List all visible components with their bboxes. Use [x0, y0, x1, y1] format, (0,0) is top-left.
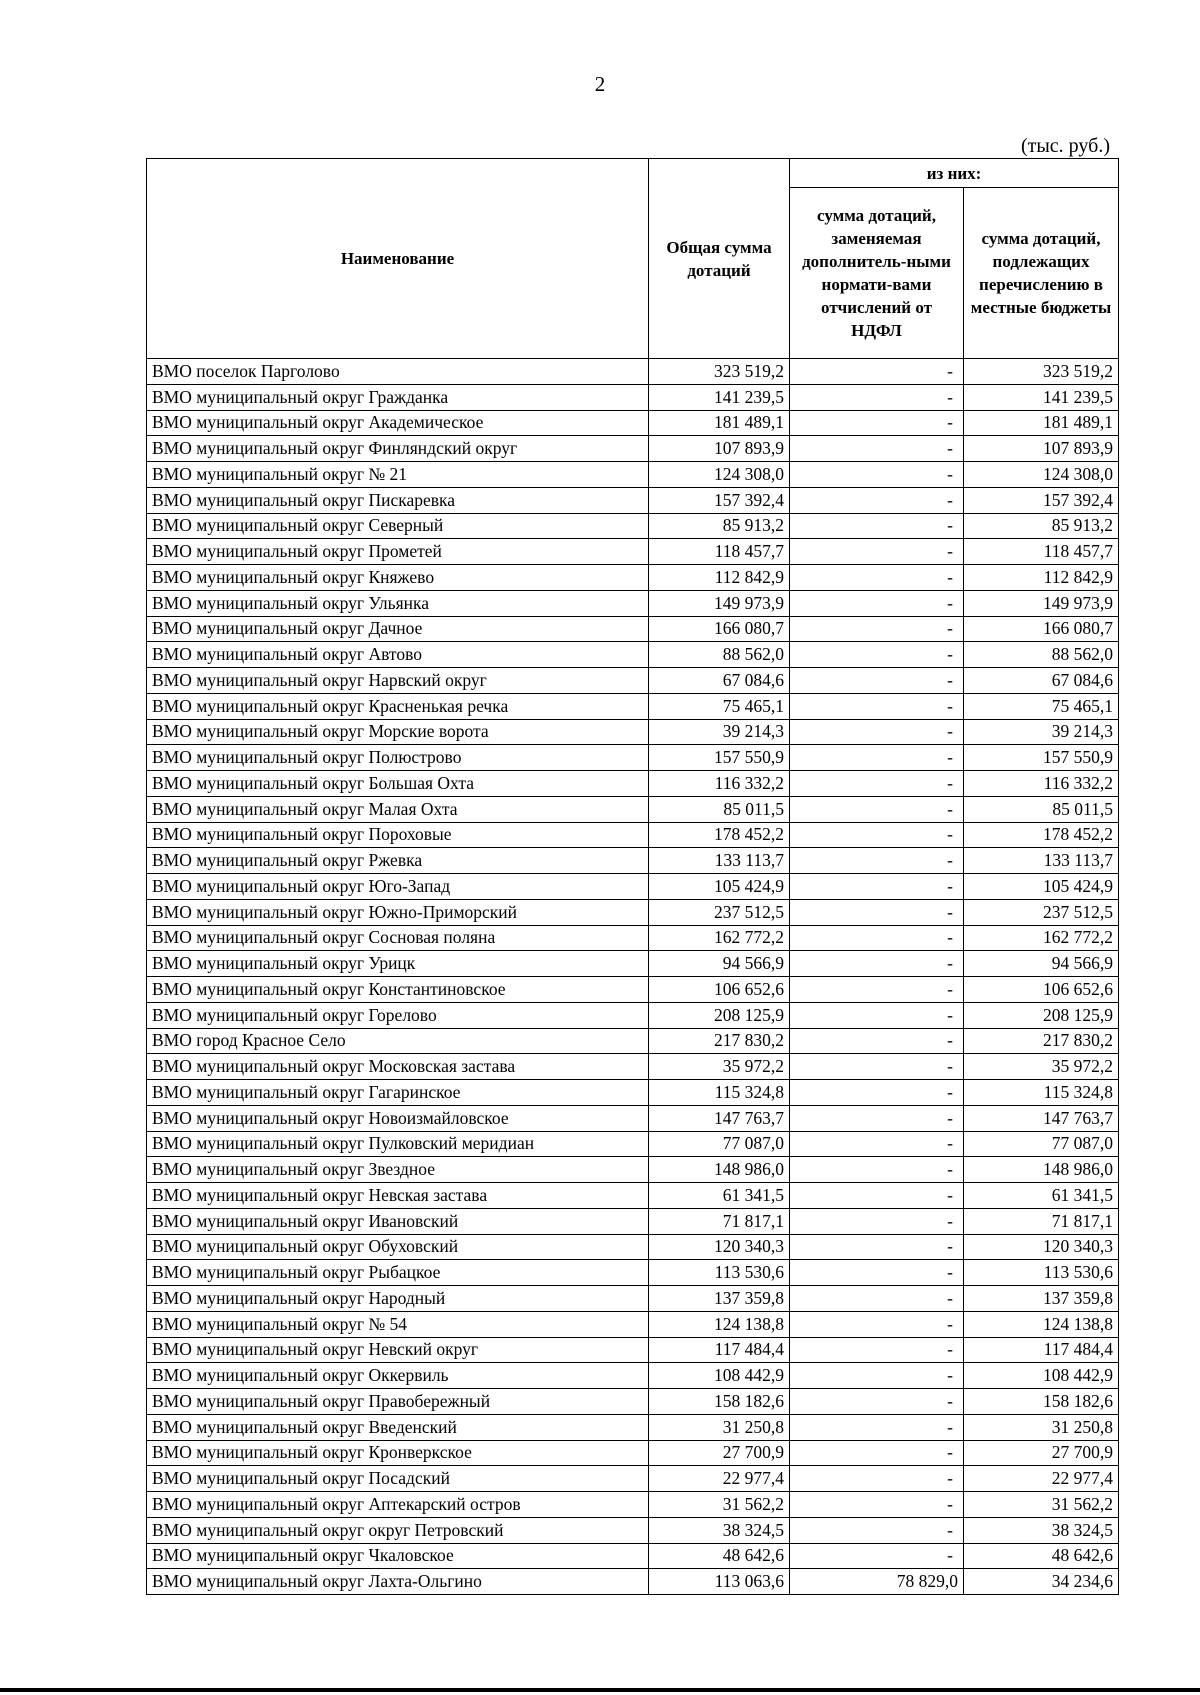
cell-total: 94 566,9	[649, 951, 790, 977]
table-row	[147, 899, 1119, 925]
cell-transfer: 157 550,9	[964, 745, 1119, 771]
cell-transfer: 85 913,2	[964, 513, 1119, 539]
cell-total: 113 530,6	[649, 1260, 790, 1286]
cell-total: 67 084,6	[649, 668, 790, 694]
cell-replaced: -	[790, 1234, 964, 1260]
cell-name: ВМО муниципальный округ № 54	[147, 1311, 649, 1337]
cell-replaced: -	[790, 513, 964, 539]
cell-total: 181 489,1	[649, 410, 790, 436]
cell-name: ВМО муниципальный округ Новоизмайловское	[147, 1105, 649, 1131]
cell-name: ВМО муниципальный округ Красненькая речка	[147, 693, 649, 719]
cell-replaced: -	[790, 1286, 964, 1312]
cell-replaced: -	[790, 848, 964, 874]
cell-transfer: 124 308,0	[964, 462, 1119, 488]
cell-total: 61 341,5	[649, 1183, 790, 1209]
table-row	[147, 1311, 1119, 1337]
cell-name: ВМО муниципальный округ Оккервиль	[147, 1363, 649, 1389]
cell-total: 133 113,7	[649, 848, 790, 874]
cell-replaced: -	[790, 874, 964, 900]
cell-transfer: 108 442,9	[964, 1363, 1119, 1389]
cell-transfer: 88 562,0	[964, 642, 1119, 668]
cell-name: ВМО муниципальный округ Правобережный	[147, 1389, 649, 1415]
bottom-rule	[0, 1688, 1200, 1692]
cell-total: 117 484,4	[649, 1337, 790, 1363]
cell-transfer: 120 340,3	[964, 1234, 1119, 1260]
cell-name: ВМО муниципальный округ Посадский	[147, 1466, 649, 1492]
cell-total: 107 893,9	[649, 436, 790, 462]
cell-total: 108 442,9	[649, 1363, 790, 1389]
cell-name: ВМО муниципальный округ Звездное	[147, 1157, 649, 1183]
cell-transfer: 94 566,9	[964, 951, 1119, 977]
cell-name: ВМО муниципальный округ округ Петровский	[147, 1517, 649, 1543]
cell-total: 157 392,4	[649, 487, 790, 513]
cell-transfer: 208 125,9	[964, 1002, 1119, 1028]
cell-replaced: -	[790, 1363, 964, 1389]
cell-name: ВМО муниципальный округ Введенский	[147, 1414, 649, 1440]
cell-replaced: -	[790, 1260, 964, 1286]
table-row	[147, 462, 1119, 488]
cell-replaced: -	[790, 1054, 964, 1080]
cell-name: ВМО муниципальный округ Дачное	[147, 616, 649, 642]
table-row	[147, 1105, 1119, 1131]
cell-replaced: -	[790, 1311, 964, 1337]
cell-transfer: 237 512,5	[964, 899, 1119, 925]
cell-total: 48 642,6	[649, 1543, 790, 1569]
cell-transfer: 158 182,6	[964, 1389, 1119, 1415]
cell-total: 237 512,5	[649, 899, 790, 925]
cell-name: ВМО муниципальный округ Нарвский округ	[147, 668, 649, 694]
table-row	[147, 384, 1119, 410]
cell-replaced: -	[790, 796, 964, 822]
cell-replaced: -	[790, 693, 964, 719]
table-row	[147, 410, 1119, 436]
cell-transfer: 166 080,7	[964, 616, 1119, 642]
cell-name: ВМО муниципальный округ Прометей	[147, 539, 649, 565]
cell-transfer: 147 763,7	[964, 1105, 1119, 1131]
cell-total: 22 977,4	[649, 1466, 790, 1492]
table-row	[147, 513, 1119, 539]
cell-replaced: -	[790, 745, 964, 771]
cell-replaced: -	[790, 771, 964, 797]
cell-total: 208 125,9	[649, 1002, 790, 1028]
table-row	[147, 874, 1119, 900]
cell-total: 88 562,0	[649, 642, 790, 668]
cell-total: 105 424,9	[649, 874, 790, 900]
cell-transfer: 149 973,9	[964, 590, 1119, 616]
cell-transfer: 157 392,4	[964, 487, 1119, 513]
table-row	[147, 1286, 1119, 1312]
cell-transfer: 71 817,1	[964, 1208, 1119, 1234]
table-row	[147, 1543, 1119, 1569]
cell-replaced: -	[790, 616, 964, 642]
cell-name: ВМО муниципальный округ Обуховский	[147, 1234, 649, 1260]
cell-replaced: -	[790, 590, 964, 616]
cell-replaced: -	[790, 1389, 964, 1415]
table-row	[147, 616, 1119, 642]
cell-transfer: 112 842,9	[964, 565, 1119, 591]
cell-replaced: -	[790, 1414, 964, 1440]
table-header	[147, 159, 1119, 359]
cell-replaced: -	[790, 668, 964, 694]
cell-total: 217 830,2	[649, 1028, 790, 1054]
table-row	[147, 796, 1119, 822]
table-row	[147, 1517, 1119, 1543]
cell-name: ВМО муниципальный округ Сосновая поляна	[147, 925, 649, 951]
cell-replaced: -	[790, 1028, 964, 1054]
table-row	[147, 1208, 1119, 1234]
cell-replaced: -	[790, 1080, 964, 1106]
cell-name: ВМО муниципальный округ № 21	[147, 462, 649, 488]
cell-transfer: 34 234,6	[964, 1569, 1119, 1595]
table-row	[147, 1157, 1119, 1183]
cell-total: 147 763,7	[649, 1105, 790, 1131]
cell-name: ВМО муниципальный округ Морские ворота	[147, 719, 649, 745]
header-replaced: сумма дотаций, заменяемая дополнитель-ными нормати-вами отчислений от НДФЛ	[790, 188, 964, 359]
cell-transfer: 75 465,1	[964, 693, 1119, 719]
cell-replaced: -	[790, 1002, 964, 1028]
cell-replaced: -	[790, 1543, 964, 1569]
cell-total: 85 913,2	[649, 513, 790, 539]
page-number: 2	[594, 72, 606, 96]
cell-total: 27 700,9	[649, 1440, 790, 1466]
cell-name: ВМО муниципальный округ Московская застава	[147, 1054, 649, 1080]
cell-replaced: -	[790, 951, 964, 977]
cell-name: ВМО муниципальный округ Пискаревка	[147, 487, 649, 513]
cell-name: ВМО муниципальный округ Аптекарский остров	[147, 1492, 649, 1518]
cell-name: ВМО поселок Парголово	[147, 359, 649, 385]
cell-transfer: 181 489,1	[964, 410, 1119, 436]
cell-replaced: -	[790, 410, 964, 436]
table-row	[147, 1492, 1119, 1518]
cell-replaced: -	[790, 719, 964, 745]
units-label: (тыс. руб.)	[1020, 135, 1110, 157]
cell-replaced: -	[790, 384, 964, 410]
table-row	[147, 359, 1119, 385]
cell-transfer: 105 424,9	[964, 874, 1119, 900]
table-row	[147, 590, 1119, 616]
cell-replaced: -	[790, 1466, 964, 1492]
cell-total: 124 138,8	[649, 1311, 790, 1337]
cell-name: ВМО муниципальный округ Академическое	[147, 410, 649, 436]
cell-transfer: 39 214,3	[964, 719, 1119, 745]
cell-replaced: -	[790, 539, 964, 565]
cell-transfer: 137 359,8	[964, 1286, 1119, 1312]
cell-total: 178 452,2	[649, 822, 790, 848]
table-row	[147, 1389, 1119, 1415]
cell-total: 38 324,5	[649, 1517, 790, 1543]
cell-replaced: -	[790, 1208, 964, 1234]
cell-transfer: 27 700,9	[964, 1440, 1119, 1466]
cell-name: ВМО город Красное Село	[147, 1028, 649, 1054]
table-row	[147, 539, 1119, 565]
header-of-which: из них:	[790, 159, 1119, 188]
cell-name: ВМО муниципальный округ Горелово	[147, 1002, 649, 1028]
cell-replaced: -	[790, 1131, 964, 1157]
cell-name: ВМО муниципальный округ Полюстрово	[147, 745, 649, 771]
cell-total: 124 308,0	[649, 462, 790, 488]
cell-name: ВМО муниципальный округ Невская застава	[147, 1183, 649, 1209]
table-row	[147, 565, 1119, 591]
cell-replaced: -	[790, 822, 964, 848]
cell-replaced: -	[790, 1337, 964, 1363]
cell-name: ВМО муниципальный округ Ивановский	[147, 1208, 649, 1234]
cell-replaced: -	[790, 565, 964, 591]
cell-replaced: -	[790, 1517, 964, 1543]
table-body	[147, 359, 1119, 1595]
cell-transfer: 35 972,2	[964, 1054, 1119, 1080]
table-row	[147, 848, 1119, 874]
cell-replaced: -	[790, 1157, 964, 1183]
cell-name: ВМО муниципальный округ Чкаловское	[147, 1543, 649, 1569]
table-row	[147, 745, 1119, 771]
cell-transfer: 124 138,8	[964, 1311, 1119, 1337]
cell-replaced: -	[790, 925, 964, 951]
cell-name: ВМО муниципальный округ Лахта-Ольгино	[147, 1569, 649, 1595]
cell-replaced: -	[790, 1105, 964, 1131]
cell-name: ВМО муниципальный округ Малая Охта	[147, 796, 649, 822]
cell-transfer: 162 772,2	[964, 925, 1119, 951]
table-row	[147, 436, 1119, 462]
cell-transfer: 107 893,9	[964, 436, 1119, 462]
table-row	[147, 977, 1119, 1003]
table-row	[147, 719, 1119, 745]
cell-name: ВМО муниципальный округ Урицк	[147, 951, 649, 977]
cell-total: 106 652,6	[649, 977, 790, 1003]
table-row	[147, 951, 1119, 977]
cell-transfer: 178 452,2	[964, 822, 1119, 848]
cell-replaced: -	[790, 899, 964, 925]
cell-total: 31 562,2	[649, 1492, 790, 1518]
cell-name: ВМО муниципальный округ Юго-Запад	[147, 874, 649, 900]
cell-name: ВМО муниципальный округ Ржевка	[147, 848, 649, 874]
cell-transfer: 115 324,8	[964, 1080, 1119, 1106]
cell-total: 112 842,9	[649, 565, 790, 591]
cell-transfer: 61 341,5	[964, 1183, 1119, 1209]
cell-transfer: 67 084,6	[964, 668, 1119, 694]
table-row	[147, 1234, 1119, 1260]
cell-name: ВМО муниципальный округ Народный	[147, 1286, 649, 1312]
cell-replaced: -	[790, 642, 964, 668]
cell-transfer: 48 642,6	[964, 1543, 1119, 1569]
cell-name: ВМО муниципальный округ Автово	[147, 642, 649, 668]
cell-name: ВМО муниципальный округ Гражданка	[147, 384, 649, 410]
cell-name: ВМО муниципальный округ Финляндский округ	[147, 436, 649, 462]
header-total: Общая сумма дотаций	[649, 159, 790, 359]
cell-replaced: -	[790, 487, 964, 513]
subsidies-table	[146, 158, 1119, 1595]
cell-transfer: 141 239,5	[964, 384, 1119, 410]
cell-transfer: 148 986,0	[964, 1157, 1119, 1183]
cell-transfer: 106 652,6	[964, 977, 1119, 1003]
cell-total: 162 772,2	[649, 925, 790, 951]
cell-total: 113 063,6	[649, 1569, 790, 1595]
cell-transfer: 22 977,4	[964, 1466, 1119, 1492]
cell-total: 323 519,2	[649, 359, 790, 385]
table-row	[147, 1131, 1119, 1157]
cell-total: 148 986,0	[649, 1157, 790, 1183]
cell-transfer: 117 484,4	[964, 1337, 1119, 1363]
table-row	[147, 487, 1119, 513]
table-row	[147, 642, 1119, 668]
cell-total: 166 080,7	[649, 616, 790, 642]
cell-name: ВМО муниципальный округ Пороховые	[147, 822, 649, 848]
cell-total: 71 817,1	[649, 1208, 790, 1234]
cell-transfer: 31 250,8	[964, 1414, 1119, 1440]
table-row	[147, 925, 1119, 951]
cell-total: 149 973,9	[649, 590, 790, 616]
table-row	[147, 1569, 1119, 1595]
cell-transfer: 113 530,6	[964, 1260, 1119, 1286]
cell-total: 75 465,1	[649, 693, 790, 719]
table-row	[147, 1028, 1119, 1054]
cell-transfer: 133 113,7	[964, 848, 1119, 874]
cell-replaced: -	[790, 1183, 964, 1209]
cell-total: 120 340,3	[649, 1234, 790, 1260]
cell-total: 141 239,5	[649, 384, 790, 410]
cell-replaced: -	[790, 977, 964, 1003]
table-row	[147, 1080, 1119, 1106]
cell-replaced: -	[790, 462, 964, 488]
cell-transfer: 85 011,5	[964, 796, 1119, 822]
table-row	[147, 693, 1119, 719]
cell-total: 31 250,8	[649, 1414, 790, 1440]
cell-replaced: 78 829,0	[790, 1569, 964, 1595]
cell-total: 158 182,6	[649, 1389, 790, 1415]
header-name: Наименование	[147, 159, 649, 359]
table-row	[147, 1054, 1119, 1080]
table-row	[147, 1183, 1119, 1209]
cell-name: ВМО муниципальный округ Ульянка	[147, 590, 649, 616]
cell-total: 116 332,2	[649, 771, 790, 797]
cell-total: 115 324,8	[649, 1080, 790, 1106]
table-row	[147, 1337, 1119, 1363]
table-row	[147, 668, 1119, 694]
cell-transfer: 217 830,2	[964, 1028, 1119, 1054]
table-row	[147, 1414, 1119, 1440]
cell-total: 39 214,3	[649, 719, 790, 745]
table-row	[147, 822, 1119, 848]
cell-name: ВМО муниципальный округ Невский округ	[147, 1337, 649, 1363]
cell-name: ВМО муниципальный округ Рыбацкое	[147, 1260, 649, 1286]
cell-name: ВМО муниципальный округ Южно-Приморский	[147, 899, 649, 925]
table-row	[147, 1466, 1119, 1492]
cell-name: ВМО муниципальный округ Гагаринское	[147, 1080, 649, 1106]
cell-replaced: -	[790, 1492, 964, 1518]
cell-name: ВМО муниципальный округ Большая Охта	[147, 771, 649, 797]
cell-transfer: 116 332,2	[964, 771, 1119, 797]
cell-total: 77 087,0	[649, 1131, 790, 1157]
cell-transfer: 31 562,2	[964, 1492, 1119, 1518]
table-row	[147, 1260, 1119, 1286]
cell-total: 118 457,7	[649, 539, 790, 565]
table-row	[147, 1440, 1119, 1466]
table-row	[147, 771, 1119, 797]
cell-name: ВМО муниципальный округ Пулковский меридиан	[147, 1131, 649, 1157]
cell-replaced: -	[790, 1440, 964, 1466]
cell-name: ВМО муниципальный округ Кронверкское	[147, 1440, 649, 1466]
cell-replaced: -	[790, 359, 964, 385]
cell-replaced: -	[790, 436, 964, 462]
cell-total: 157 550,9	[649, 745, 790, 771]
cell-name: ВМО муниципальный округ Княжево	[147, 565, 649, 591]
cell-transfer: 118 457,7	[964, 539, 1119, 565]
header-transfer: сумма дотаций, подлежащих перечислению в местные бюджеты	[964, 188, 1119, 359]
cell-name: ВМО муниципальный округ Северный	[147, 513, 649, 539]
cell-total: 35 972,2	[649, 1054, 790, 1080]
table-row	[147, 1002, 1119, 1028]
cell-transfer: 38 324,5	[964, 1517, 1119, 1543]
table-row	[147, 1363, 1119, 1389]
cell-name: ВМО муниципальный округ Константиновское	[147, 977, 649, 1003]
cell-transfer: 323 519,2	[964, 359, 1119, 385]
cell-transfer: 77 087,0	[964, 1131, 1119, 1157]
cell-total: 137 359,8	[649, 1286, 790, 1312]
cell-total: 85 011,5	[649, 796, 790, 822]
